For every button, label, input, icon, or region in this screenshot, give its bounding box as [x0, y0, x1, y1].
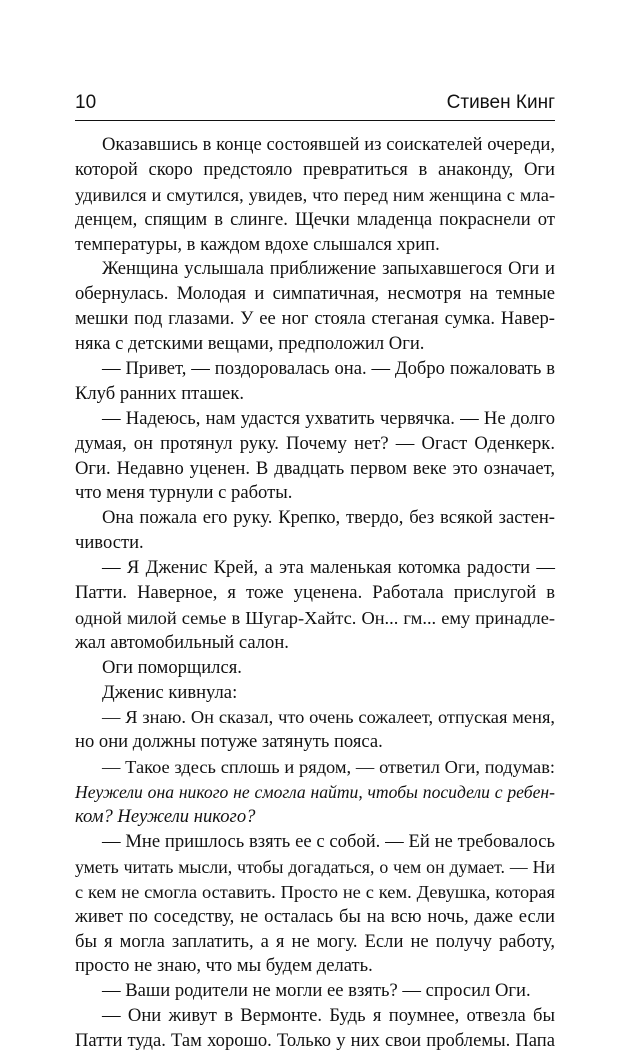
- text-line: чивости.: [75, 532, 144, 554]
- text-line: которой скоро предстояло превратиться в анаконду, Оги: [75, 158, 555, 180]
- text-line: Неужели она никого не смогла найти, чтобы посидели с ребен-: [75, 782, 555, 803]
- text-line: — Привет, — поздоровалась она. — Добро пожаловать в: [102, 358, 555, 380]
- text-line: Оказавшись в конце состоявшей из соискателей очереди,: [102, 134, 555, 155]
- text-line: — Такое здесь сплошь и рядом, — ответил Оги, подумав:: [102, 757, 555, 778]
- text-line: — Ваши родители не могли ее взять? — спросил Оги.: [102, 980, 531, 1002]
- text-line: температуры, в каждом вдохе слышался хрип.: [75, 233, 440, 255]
- text-line: Она пожала его руку. Крепко, твердо, без всякой застен-: [102, 507, 555, 529]
- text-line: — Я Дженис Крей, а эта маленькая котомка радости —: [102, 557, 555, 579]
- text-line: Патти. Наверное, я тоже уценена. Работала прислугой в: [75, 582, 555, 604]
- running-head-author: Стивен Кинг: [446, 92, 555, 113]
- text-line: живет по соседству, не осталась бы на всю ночь, даже если: [75, 905, 555, 927]
- text-line: с кем не смогла оставить. Просто не с кем. Девушка, которая: [75, 881, 555, 902]
- text-line: обернулась. Молодая и симпатичная, несмотря на темные: [75, 283, 555, 305]
- text-line: — Мне пришлось взять ее с собой. — Ей не требовалось: [102, 830, 555, 852]
- text-line: уметь читать мысли, чтобы догадаться, о чем он думает. — Ни: [75, 856, 555, 877]
- text-line: что меня турнули с работы.: [75, 482, 293, 504]
- text-line: ком? Неужели никого?: [75, 806, 256, 828]
- body-text: [75, 133, 555, 1054]
- header-rule: [75, 120, 555, 121]
- text-line: Клуб ранних пташек.: [75, 382, 244, 404]
- text-line: Оги. Недавно уценен. В двадцать первом веке это означает,: [75, 457, 555, 479]
- text-line: Оги поморщился.: [102, 656, 242, 678]
- text-line: просто не знаю, что мы будем делать.: [75, 955, 373, 977]
- text-line: Женщина услышала приближение запыхавшегося Оги и: [102, 258, 555, 280]
- text-line: но они должны потуже затянуть пояса.: [75, 731, 383, 753]
- text-line: — Они живут в Вермонте. Будь я поумнее, отвезла бы: [102, 1005, 555, 1027]
- text-line: — Надеюсь, нам удастся ухватить червячка. — Не долго: [102, 407, 555, 429]
- text-line: Патти туда. Там хорошо. Только у них свои проблемы. Папа: [75, 1030, 555, 1052]
- text-line: — Я знаю. Он сказал, что очень сожалеет, отпуская меня,: [102, 707, 555, 728]
- text-line: мешки под глазами. У ее ног стояла стеганая сумка. Навер-: [75, 308, 555, 330]
- text-line: денцем, спящим в слинге. Щечки младенца покраснели от: [75, 208, 555, 230]
- page-number: 10: [75, 92, 97, 113]
- text-line: думая, он протянул руку. Почему нет? — Огаст Оденкерк.: [75, 432, 555, 454]
- text-line: одной милой семье в Шугар-Хайтс. Он... гм... ему принадле-: [75, 607, 555, 628]
- text-line: Дженис кивнула:: [102, 681, 238, 703]
- text-line: няка с детскими вещами, предположил Оги.: [75, 333, 425, 355]
- text-line: бы я могла заплатить, а я не могу. Если не получу работу,: [75, 930, 555, 952]
- text-line: жал автомобильный салон.: [75, 631, 289, 653]
- text-line: удивился и смутился, увидев, что перед ним женщина с мла-: [75, 184, 555, 205]
